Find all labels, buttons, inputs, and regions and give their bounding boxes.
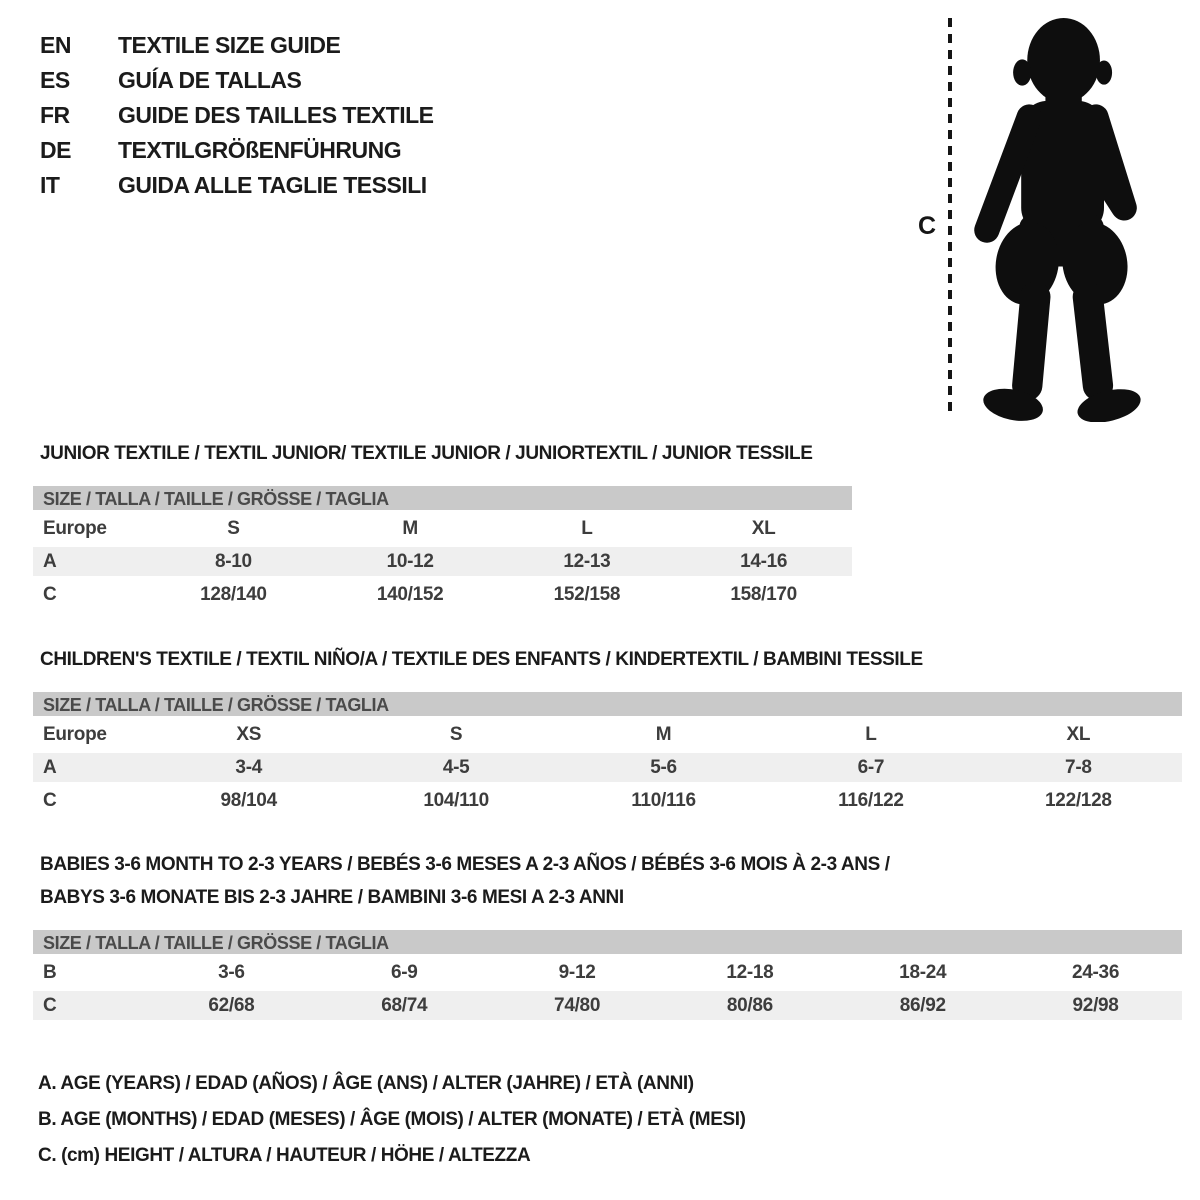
row-value: 14-16 xyxy=(740,550,788,572)
table-row xyxy=(33,545,852,578)
row-value: 12-18 xyxy=(726,961,774,983)
row-value: 98/104 xyxy=(220,789,277,811)
section-title xyxy=(33,848,1182,914)
row-label: A xyxy=(43,550,57,572)
legend-line: A. AGE (YEARS) / EDAD (AÑOS) / ÂGE (ANS) / ALTER (JAHRE) / ETÀ (ANNI) xyxy=(38,1073,694,1094)
language-title: GUIDE DES TAILLES TEXTILE xyxy=(118,102,434,128)
row-label: C xyxy=(43,583,57,605)
row-label: Europe xyxy=(43,723,107,745)
row-value: 110/116 xyxy=(631,789,696,811)
language-code: IT xyxy=(40,172,60,198)
row-value: 158/170 xyxy=(730,583,797,605)
table-row xyxy=(33,578,852,611)
language-code: ES xyxy=(40,67,70,93)
row-value: 5-6 xyxy=(650,756,677,778)
row-value: L xyxy=(865,723,877,745)
language-code: DE xyxy=(40,137,71,163)
section-title xyxy=(33,437,852,470)
table-row xyxy=(33,989,1182,1022)
language-row xyxy=(40,28,434,63)
size-header-bar: SIZE / TALLA / TAILLE / GRÖSSE / TAGLIA xyxy=(33,692,1182,718)
language-row xyxy=(40,133,434,168)
table-rows xyxy=(33,512,852,611)
language-row xyxy=(40,63,434,98)
language-row xyxy=(40,98,434,133)
row-value: 7-8 xyxy=(1065,756,1092,778)
section-junior xyxy=(33,437,852,611)
table-row xyxy=(33,512,852,545)
size-table xyxy=(33,486,852,611)
language-title: TEXTILE SIZE GUIDE xyxy=(118,32,341,58)
language-title: GUIDA ALLE TAGLIE TESSILI xyxy=(118,172,427,198)
row-value: M xyxy=(402,517,418,539)
table-rows xyxy=(33,718,1182,817)
row-value: 3-6 xyxy=(218,961,245,983)
row-value: 86/92 xyxy=(899,994,946,1016)
height-measure-dashed-line xyxy=(948,18,952,418)
row-value: 128/140 xyxy=(200,583,267,605)
row-value: 12-13 xyxy=(563,550,611,572)
table-row xyxy=(33,751,1182,784)
measure-legend xyxy=(38,1066,746,1174)
row-value: L xyxy=(581,517,593,539)
legend-line: C. (cm) HEIGHT / ALTURA / HAUTEUR / HÖHE / ALTEZZA xyxy=(38,1145,531,1166)
size-table xyxy=(33,930,1182,1022)
table-row xyxy=(33,956,1182,989)
row-value: S xyxy=(227,517,240,539)
row-value: M xyxy=(655,723,672,745)
row-value: 140/152 xyxy=(376,583,444,605)
language-title: TEXTILGRÖßENFÜHRUNG xyxy=(118,137,402,163)
table-row xyxy=(33,784,1182,817)
legend-line: B. AGE (MONTHS) / EDAD (MESES) / ÂGE (MOIS) / ALTER (MONATE) / ETÀ (MESI) xyxy=(38,1109,746,1130)
row-value: 6-7 xyxy=(857,756,885,778)
size-header-bar: SIZE / TALLA / TAILLE / GRÖSSE / TAGLIA xyxy=(33,930,1182,956)
section-babies xyxy=(33,848,1182,1022)
height-measure-label: C xyxy=(918,212,937,240)
toddler-silhouette-icon xyxy=(962,16,1144,422)
row-value: 74/80 xyxy=(554,994,601,1016)
row-label: C xyxy=(43,789,57,811)
section-children xyxy=(33,643,1182,817)
section-title-line: JUNIOR TEXTILE / TEXTIL JUNIOR/ TEXTILE JUNIOR / JUNIORTEXTIL / JUNIOR TESSILE xyxy=(40,443,813,464)
row-value: 3-4 xyxy=(235,756,262,778)
row-value: 92/98 xyxy=(1072,994,1119,1016)
row-value: XS xyxy=(236,723,262,745)
row-label: B xyxy=(43,961,57,983)
row-value: 62/68 xyxy=(208,994,255,1016)
size-table xyxy=(33,692,1182,817)
row-value: 80/86 xyxy=(726,994,773,1016)
row-value: 104/110 xyxy=(423,789,489,811)
row-value: 24-36 xyxy=(1072,961,1120,983)
row-value: 9-12 xyxy=(558,961,596,983)
language-row xyxy=(40,168,434,203)
row-value: 6-9 xyxy=(390,961,418,983)
language-code: FR xyxy=(40,102,70,128)
row-label: Europe xyxy=(43,517,107,539)
row-value: 10-12 xyxy=(386,550,434,572)
language-title-list xyxy=(40,28,434,203)
row-value: 116/122 xyxy=(838,789,904,811)
section-title-line: CHILDREN'S TEXTILE / TEXTIL NIÑO/A / TEXTILE DES ENFANTS / KINDERTEXTIL / BAMBINI TESSILE xyxy=(40,649,923,670)
row-value: S xyxy=(449,723,463,745)
size-header-bar: SIZE / TALLA / TAILLE / GRÖSSE / TAGLIA xyxy=(33,486,852,512)
row-value: 122/128 xyxy=(1045,789,1112,811)
row-value: 18-24 xyxy=(899,961,947,983)
section-title-line: BABYS 3-6 MONATE BIS 2-3 JAHRE / BAMBINI 3-6 MESI A 2-3 ANNI xyxy=(40,887,624,908)
language-title: GUÍA DE TALLAS xyxy=(118,67,302,93)
row-value: 152/158 xyxy=(553,583,621,605)
height-measure-figure xyxy=(912,14,1152,424)
section-title-line: BABIES 3-6 MONTH TO 2-3 YEARS / BEBÉS 3-6 MESES A 2-3 AÑOS / BÉBÉS 3-6 MOIS À 2-3 ANS / xyxy=(40,854,890,875)
row-value: 68/74 xyxy=(381,994,428,1016)
row-value: 8-10 xyxy=(214,550,252,572)
row-label: C xyxy=(43,994,57,1016)
section-title xyxy=(33,643,1182,676)
row-value: XL xyxy=(1066,723,1091,745)
language-code: EN xyxy=(40,32,71,58)
table-rows xyxy=(33,956,1182,1022)
table-row xyxy=(33,718,1182,751)
row-value: XL xyxy=(751,517,776,539)
row-value: 4-5 xyxy=(442,756,470,778)
row-label: A xyxy=(43,756,57,778)
